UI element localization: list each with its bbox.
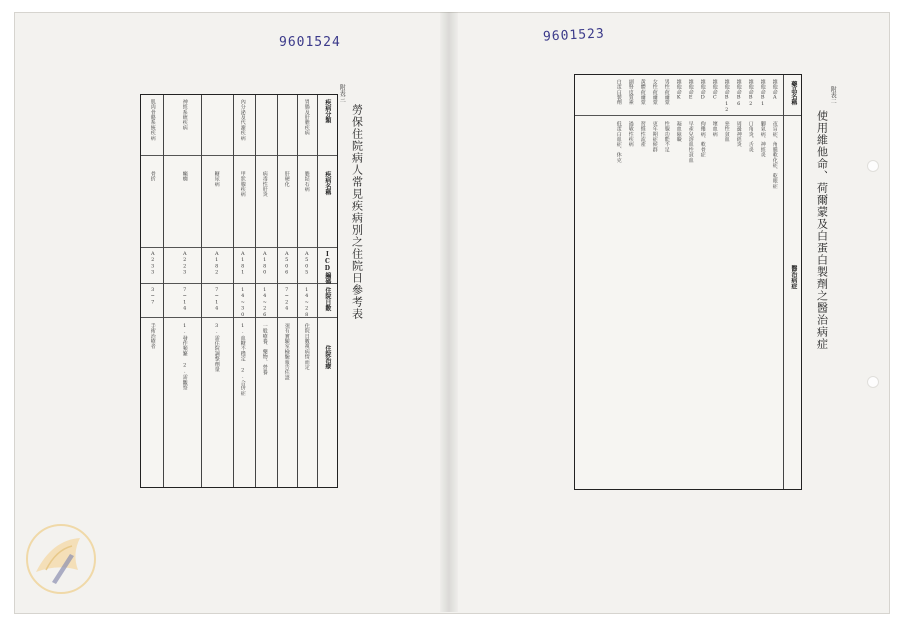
table-cell: 維他命A bbox=[771, 79, 778, 101]
left-page-title: 勞保住院病人常見疾病別之住院日參考表 bbox=[350, 104, 364, 320]
table-cell: 維他命C bbox=[711, 79, 718, 101]
punch-hole bbox=[867, 376, 879, 388]
table-cell: A223 bbox=[181, 251, 188, 276]
table-cell: 7~24 bbox=[283, 287, 290, 312]
punch-hole bbox=[867, 160, 879, 172]
table-cell: 維他命B6 bbox=[735, 79, 742, 107]
table-cell: 病毒性肝炎 bbox=[261, 171, 268, 197]
table-cell: 性腺功能不足 bbox=[663, 121, 670, 153]
table-cell: 骨折 bbox=[149, 171, 156, 182]
table-cell: A506 bbox=[283, 251, 290, 276]
table-cell: A233 bbox=[149, 251, 156, 276]
table-cell: A505 bbox=[303, 251, 310, 276]
table-cell: 1.血糖不穩定 2.合併症 bbox=[239, 323, 246, 396]
table-cell: 夜盲症、角膜軟化症、乾眼症 bbox=[771, 121, 778, 189]
table-cell: 黃體荷爾蒙 bbox=[639, 79, 646, 105]
table-cell: 胃腸及肝膽疾病 bbox=[303, 99, 310, 136]
header-days: 住院日數 bbox=[323, 287, 331, 311]
table-cell: 1.發作頻繁 2.需觀察 bbox=[181, 323, 188, 391]
table-cell: 凝血障礙 bbox=[675, 121, 682, 142]
table-cell: 須有實驗室檢驗報告佐證 bbox=[283, 323, 290, 381]
table-cell: 神經系統疾病 bbox=[181, 99, 188, 131]
table-cell: 維他命D bbox=[699, 79, 706, 101]
table-cell: 過敏性疾病 bbox=[627, 121, 634, 147]
table-cell: 糖尿病 bbox=[213, 171, 220, 187]
table-cell: 7~14 bbox=[181, 287, 188, 312]
table-cell: 女性荷爾蒙 bbox=[651, 79, 658, 105]
table-cell: 膽結石病 bbox=[303, 171, 310, 192]
table-cell: 低蛋白血症、休克 bbox=[615, 121, 622, 163]
table-cell: A181 bbox=[239, 251, 246, 276]
table-cell: 白蛋白製劑 bbox=[615, 79, 622, 105]
table-cell: 3~7 bbox=[149, 287, 156, 306]
table-cell: 3.需住院調整劑量 bbox=[213, 323, 220, 372]
table-cell: 副腎皮質素 bbox=[627, 79, 634, 105]
table-cell: 肌肉骨骼系統疾病 bbox=[149, 99, 156, 141]
table-cell: 佝僂病、軟骨症 bbox=[699, 121, 706, 158]
table-cell: 14~30 bbox=[239, 287, 246, 318]
left-page-stamp: 9601524 bbox=[279, 35, 341, 50]
table-cell: 早產兒溶血性貧血 bbox=[687, 121, 694, 163]
table-cell: 維他命E bbox=[687, 79, 694, 101]
table-cell: A182 bbox=[213, 251, 220, 276]
table-cell: 一般療養、藥物、營養 bbox=[261, 323, 268, 375]
right-page-appendix-label: 附表二 bbox=[829, 86, 837, 104]
header-code: ICD編碼 bbox=[323, 251, 331, 284]
table-cell: 14~28 bbox=[303, 287, 310, 318]
table-cell: 7~14 bbox=[213, 287, 220, 312]
table-cell: 住院日數視病情而定 bbox=[303, 323, 310, 370]
table-cell: 男性荷爾蒙 bbox=[663, 79, 670, 105]
table-cell: 更年期症候群 bbox=[651, 121, 658, 153]
page-fold bbox=[440, 12, 458, 612]
table-cell: 甲狀腺疾病 bbox=[239, 171, 246, 197]
table-cell: 習慣性流產 bbox=[639, 121, 646, 147]
table-cell: 維他命B1 bbox=[759, 79, 766, 107]
archive-logo-icon bbox=[22, 520, 100, 598]
table-cell: 維他命B12 bbox=[723, 79, 730, 114]
table-cell: A180 bbox=[261, 251, 268, 276]
vitamin-hormone-table bbox=[574, 74, 802, 490]
table-cell: 手術治療者 bbox=[149, 323, 156, 349]
right-page-stamp: 9601523 bbox=[542, 26, 606, 45]
table-cell: 周邊神經炎 bbox=[735, 121, 742, 147]
table-cell: 口角炎、舌炎 bbox=[747, 121, 754, 153]
table-cell: 惡性貧血 bbox=[723, 121, 730, 142]
header-indication: 醫治病症 bbox=[789, 265, 797, 289]
hospital-days-table bbox=[140, 94, 338, 488]
table-cell: 14~26 bbox=[261, 287, 268, 318]
table-cell: 癲癇 bbox=[181, 171, 188, 182]
table-cell: 維他命K bbox=[675, 79, 682, 101]
table-cell: 腳氣病、神經炎 bbox=[759, 121, 766, 158]
table-cell: 維他命B2 bbox=[747, 79, 754, 107]
header-treatment: 住院治療 bbox=[323, 345, 331, 369]
table-cell: 壞血病 bbox=[711, 121, 718, 137]
left-page-appendix-label: 附表三 bbox=[338, 84, 346, 102]
right-page-title: 使用維他命、荷爾蒙及白蛋白製劑之醫治病症 bbox=[815, 110, 829, 350]
header-category: 疾病分類 bbox=[323, 99, 331, 123]
table-cell: 肝硬化 bbox=[283, 171, 290, 187]
header-name: 疾病名稱 bbox=[323, 171, 331, 195]
table-cell: 內分泌及代謝疾病 bbox=[239, 99, 246, 141]
header-drug: 藥品名稱 bbox=[789, 81, 797, 105]
